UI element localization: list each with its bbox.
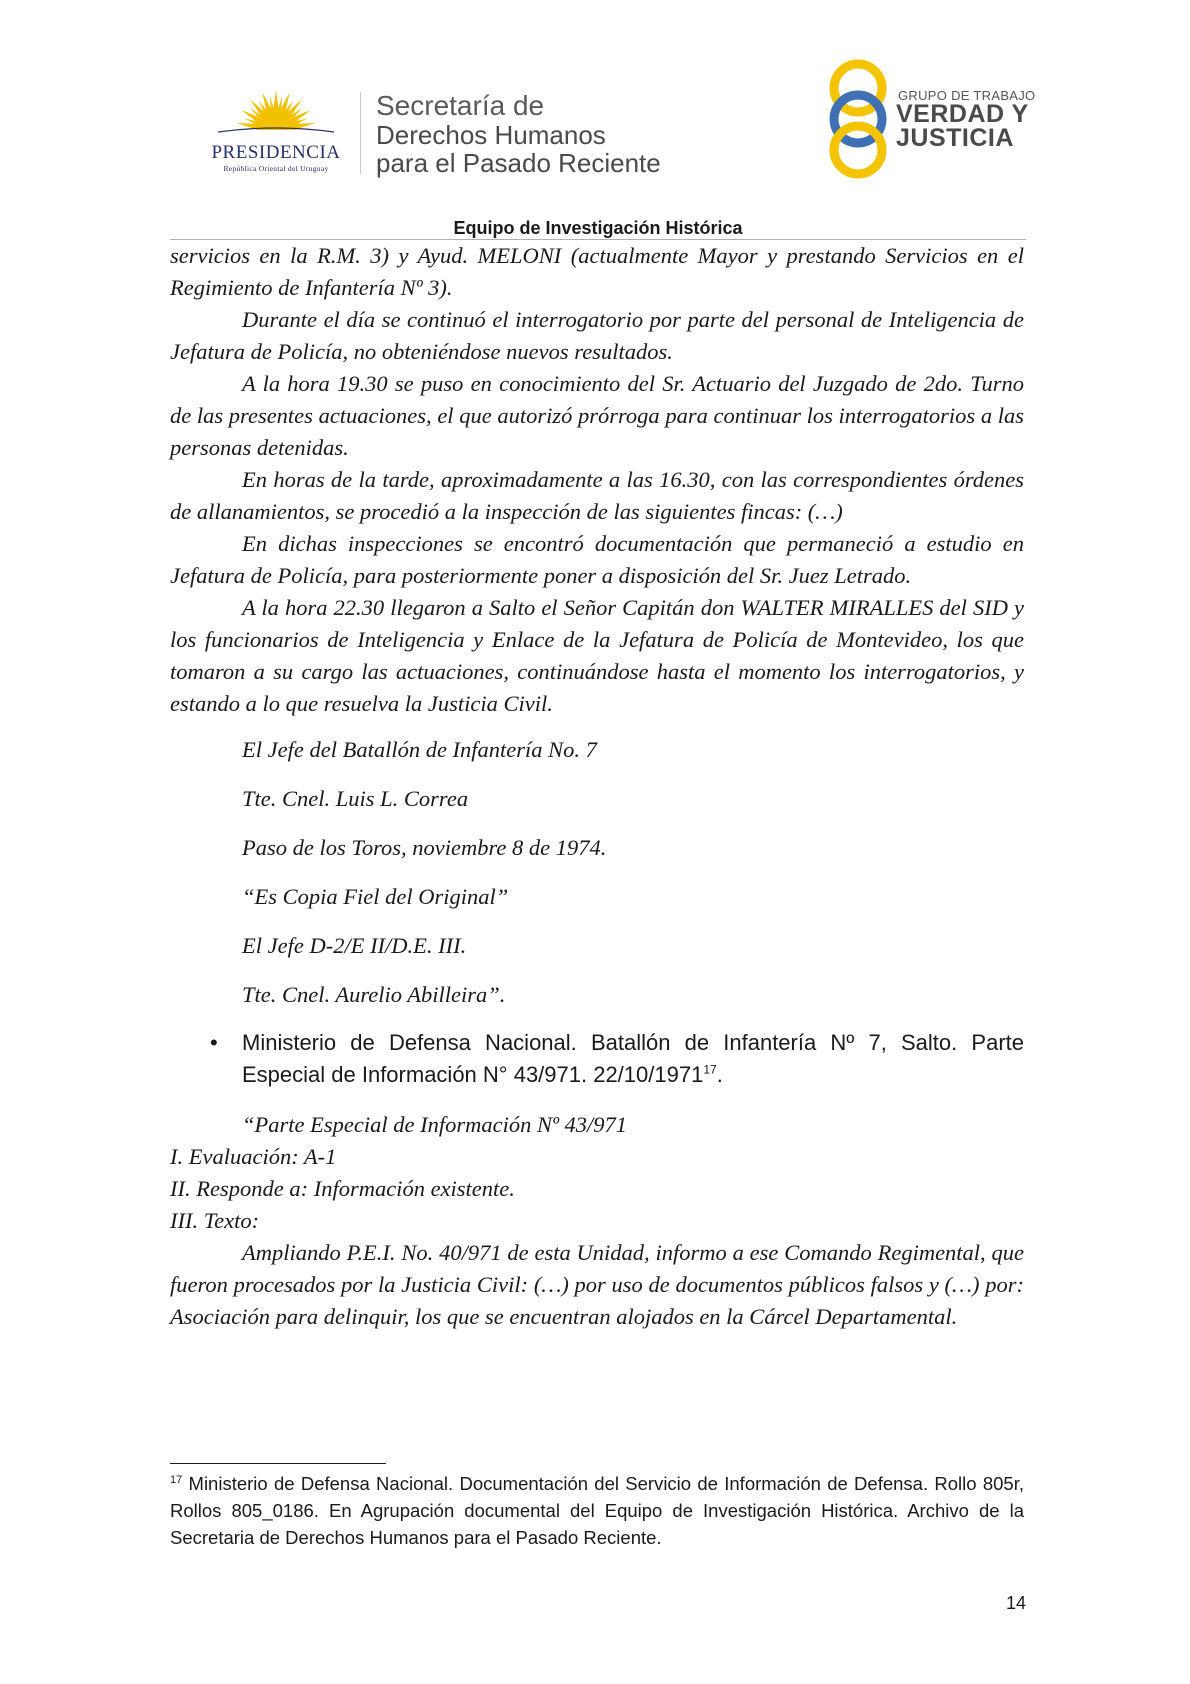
bullet-label: Ministerio de Defensa Nacional. Batallón de Infantería Nº 7, Salto. Parte Especial de Información N° 43/971. 22/10/1971 [242,1030,1024,1087]
secretaria-line-2: Derechos Humanos [376,120,606,150]
signature-line: El Jefe D-2/E II/D.E. III. [242,933,467,958]
page-header [0,0,1190,240]
body-text [170,240,1024,1333]
quoted-line: II. Responde a: Información existente. [170,1176,515,1201]
footnote-rule [170,1463,386,1464]
paragraph: Ampliando P.E.I. No. 40/971 de esta Unidad, informo a ese Comando Regimental, que fueron procesados por la Justicia Civil: (…) por uso de documentos públicos falsos y (…) por: Asociación para delinquir, los que se encuentran alojados en la Cárcel Departamental. [170,1240,1024,1329]
signature-line: “Es Copia Fiel del Original” [242,884,509,909]
paragraph: En dichas inspecciones se encontró documentación que permaneció a estudio en Jefatura de Policía, para posteriormente poner a disposición del Sr. Juez Letrado. [170,531,1024,588]
verdad-justicia-rings-logo [820,56,900,182]
header-divider [360,92,361,174]
vj-line-1: GRUPO DE TRABAJO [898,88,1036,103]
signature-line: El Jefe del Batallón de Infantería No. 7 [242,737,597,762]
paragraph: Durante el día se continuó el interrogatorio por parte del personal de Inteligencia de Jefatura de Policía, no obteniéndose nuevos resultados. [170,307,1024,364]
bullet-item [170,1027,1024,1091]
paragraph: servicios en la R.M. 3) y Ayud. MELONI (actualmente Mayor y prestando Servicios en el Regimiento de Infantería Nº 3). [170,243,1024,300]
bullet-end: . [716,1062,723,1087]
bullet-text [242,1027,1024,1091]
vj-line-3: JUSTICIA [896,124,1014,152]
presidencia-name: PRESIDENCIA [211,142,341,163]
vj-line-2: VERDAD Y [896,100,1029,128]
page-number: 14 [1005,1593,1026,1613]
footnote-text: Ministerio de Defensa Nacional. Documentación del Servicio de Información de Defensa. Rollo 805r, Rollos 805_0186. En Agrupación documental del Equipo de Investigación Histórica. Archivo de la Secretaria de Derechos Humanos para el Pasado Reciente. [170,1473,1024,1548]
paragraph: En horas de la tarde, aproximadamente a las 16.30, con las correspondientes órdenes de allanamientos, se procedió a la inspección de las siguientes fincas: (…) [170,467,1024,524]
signature-line: Paso de los Toros, noviembre 8 de 1974. [242,835,607,860]
bullet-icon: • [210,1030,218,1055]
quoted-line: I. Evaluación: A-1 [170,1144,337,1169]
signature-line: Tte. Cnel. Luis L. Correa [242,786,469,811]
secretaria-line-3: para el Pasado Reciente [376,148,661,178]
footnote-number: 17 [170,1473,183,1486]
quoted-line: III. Texto: [170,1208,260,1233]
presidencia-subtitle: República Oriental del Uruguay [223,164,329,173]
footnote-ref[interactable]: 17 [703,1062,717,1077]
secretaria-line-1: Secretaría de [376,90,545,121]
paragraph: A la hora 19.30 se puso en conocimiento del Sr. Actuario del Juzgado de 2do. Turno de las presentes actuaciones, el que autorizó prórroga para continuar los interrogatorios a las personas detenidas. [170,371,1024,460]
paragraph: A la hora 22.30 llegaron a Salto el Señor Capitán don WALTER MIRALLES del SID y los funcionarios de Inteligencia y Enlace de la Jefatura de Policía de Montevideo, los que tomaron a su cargo las actuaciones, continuándose hasta el momento los interrogatorios, y estando a lo que resuelva la Justicia Civil. [170,595,1024,716]
quoted-title: “Parte Especial de Información Nº 43/971 [242,1112,628,1137]
signature-line: Tte. Cnel. Aurelio Abilleira”. [242,982,506,1007]
footnote [170,1470,1024,1551]
running-head: Equipo de Investigación Histórica [453,218,743,238]
